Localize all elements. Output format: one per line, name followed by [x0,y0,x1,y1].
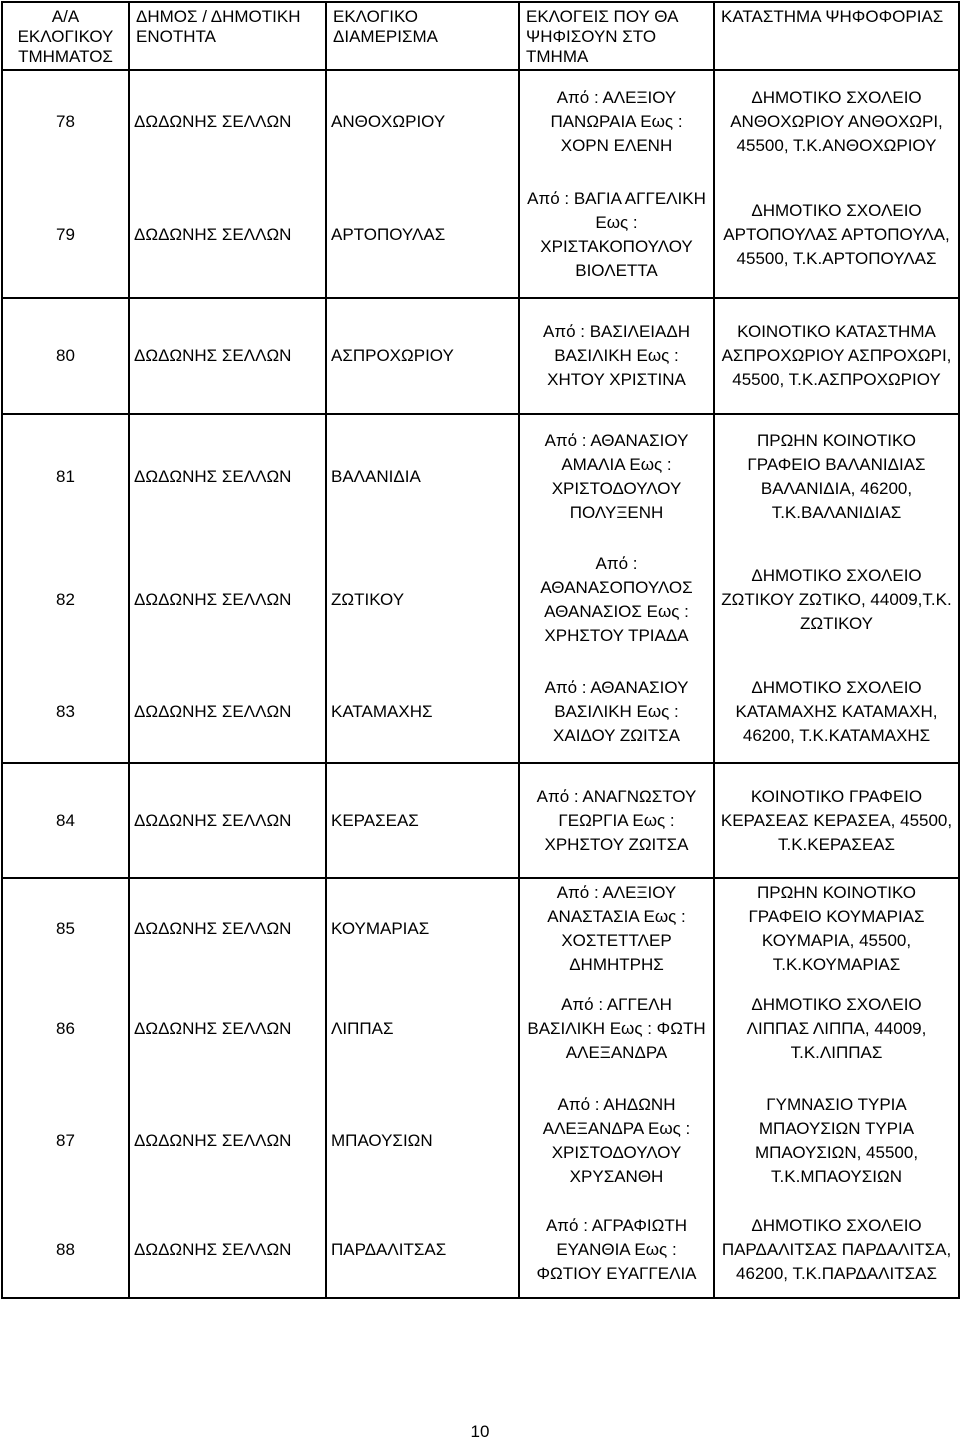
table-row [2,414,959,538]
municipality-cell: ΔΩΔΩΝΗΣ ΣΕΛΛΩΝ [129,414,326,538]
section-number: 82 [2,538,129,661]
table-row [2,173,959,298]
table-row [2,1078,959,1203]
section-number: 84 [2,763,129,878]
polling-station-cell: ΠΡΩΗΝ ΚΟΙΝΟΤΙΚΟ ΓΡΑΦΕΙΟ ΒΑΛΑΝΙΔΙΑΣ ΒΑΛΑΝΙΔΙΑ, 46200, Τ.Κ.ΒΑΛΑΝΙΔΙΑΣ [714,414,959,538]
district-cell: ΚΕΡΑΣΕΑΣ [326,763,519,878]
voters-cell: Από : ΒΑΣΙΛΕΙΑΔΗ ΒΑΣΙΛΙΚΗ Εως : ΧΗΤΟΥ ΧΡΙΣΤΙΝΑ [519,298,714,414]
district-cell: ΑΝΘΟΧΩΡΙΟΥ [326,70,519,173]
table-row [2,979,959,1078]
municipality-cell: ΔΩΔΩΝΗΣ ΣΕΛΛΩΝ [129,70,326,173]
polling-station-cell: ΔΗΜΟΤΙΚΟ ΣΧΟΛΕΙΟ ΚΑΤΑΜΑΧΗΣ ΚΑΤΑΜΑΧΗ, 46200, Τ.Κ.ΚΑΤΑΜΑΧΗΣ [714,661,959,763]
municipality-cell: ΔΩΔΩΝΗΣ ΣΕΛΛΩΝ [129,1203,326,1298]
municipality-cell: ΔΩΔΩΝΗΣ ΣΕΛΛΩΝ [129,1078,326,1203]
section-number: 87 [2,1078,129,1203]
polling-station-cell: ΔΗΜΟΤΙΚΟ ΣΧΟΛΕΙΟ ΑΝΘΟΧΩΡΙΟΥ ΑΝΘΟΧΩΡΙ, 45500, Τ.Κ.ΑΝΘΟΧΩΡΙΟΥ [714,70,959,173]
polling-stations-table [1,1,960,1299]
polling-station-cell: ΔΗΜΟΤΙΚΟ ΣΧΟΛΕΙΟ ΠΑΡΔΑΛΙΤΣΑΣ ΠΑΡΔΑΛΙΤΣΑ, 46200, Τ.Κ.ΠΑΡΔΑΛΙΤΣΑΣ [714,1203,959,1298]
table-row [2,70,959,173]
district-cell: ΚΟΥΜΑΡΙΑΣ [326,878,519,979]
voters-cell: Από : ΒΑΓΙΑ ΑΓΓΕΛΙΚΗ Εως : ΧΡΙΣΤΑΚΟΠΟΥΛΟΥ ΒΙΟΛΕΤΤΑ [519,173,714,298]
polling-station-cell: ΠΡΩΗΝ ΚΟΙΝΟΤΙΚΟ ΓΡΑΦΕΙΟ ΚΟΥΜΑΡΙΑΣ ΚΟΥΜΑΡΙΑ, 45500, Τ.Κ.ΚΟΥΜΑΡΙΑΣ [714,878,959,979]
voters-cell: Από : ΑΘΑΝΑΣΙΟΥ ΑΜΑΛΙΑ Εως : ΧΡΙΣΤΟΔΟΥΛΟΥ ΠΟΛΥΞΕΝΗ [519,414,714,538]
polling-station-cell: ΔΗΜΟΤΙΚΟ ΣΧΟΛΕΙΟ ΑΡΤΟΠΟΥΛΑΣ ΑΡΤΟΠΟΥΛΑ, 45500, Τ.Κ.ΑΡΤΟΠΟΥΛΑΣ [714,173,959,298]
polling-station-cell: ΔΗΜΟΤΙΚΟ ΣΧΟΛΕΙΟ ΛΙΠΠΑΣ ΛΙΠΠΑ, 44009, Τ.Κ.ΛΙΠΠΑΣ [714,979,959,1078]
voters-cell: Από : ΑΘΑΝΑΣΟΠΟΥΛΟΣ ΑΘΑΝΑΣΙΟΣ Εως : ΧΡΗΣΤΟΥ ΤΡΙΑΔΑ [519,538,714,661]
section-number: 79 [2,173,129,298]
voters-cell: Από : ΑΗΔΩΝΗ ΑΛΕΞΑΝΔΡΑ Εως : ΧΡΙΣΤΟΔΟΥΛΟΥ ΧΡΥΣΑΝΘΗ [519,1078,714,1203]
table-row [2,538,959,661]
voters-cell: Από : ΑΘΑΝΑΣΙΟΥ ΒΑΣΙΛΙΚΗ Εως : ΧΑΙΔΟΥ ΖΩΙΤΣΑ [519,661,714,763]
header-section-number: Α/Α ΕΚΛΟΓΙΚΟΥ ΤΜΗΜΑΤΟΣ [2,2,129,70]
table-header-row [2,2,959,70]
header-electoral-district: ΕΚΛΟΓΙΚΟ ΔΙΑΜΕΡΙΣΜΑ [326,2,519,70]
section-number: 88 [2,1203,129,1298]
district-cell: ΑΡΤΟΠΟΥΛΑΣ [326,173,519,298]
district-cell: ΠΑΡΔΑΛΙΤΣΑΣ [326,1203,519,1298]
polling-station-cell: ΚΟΙΝΟΤΙΚΟ ΚΑΤΑΣΤΗΜΑ ΑΣΠΡΟΧΩΡΙΟΥ ΑΣΠΡΟΧΩΡΙ, 45500, Τ.Κ.ΑΣΠΡΟΧΩΡΙΟΥ [714,298,959,414]
municipality-cell: ΔΩΔΩΝΗΣ ΣΕΛΛΩΝ [129,173,326,298]
district-cell: ΛΙΠΠΑΣ [326,979,519,1078]
table-row [2,763,959,878]
voters-cell: Από : ΑΛΕΞΙΟΥ ΑΝΑΣΤΑΣΙΑ Εως : ΧΟΣΤΕΤΤΛΕΡ ΔΗΜΗΤΡΗΣ [519,878,714,979]
section-number: 81 [2,414,129,538]
section-number: 80 [2,298,129,414]
section-number: 83 [2,661,129,763]
district-cell: ΚΑΤΑΜΑΧΗΣ [326,661,519,763]
table-row [2,298,959,414]
municipality-cell: ΔΩΔΩΝΗΣ ΣΕΛΛΩΝ [129,979,326,1078]
section-number: 85 [2,878,129,979]
voters-cell: Από : ΑΛΕΞΙΟΥ ΠΑΝΩΡΑΙΑ Εως : ΧΟΡΝ ΕΛΕΝΗ [519,70,714,173]
municipality-cell: ΔΩΔΩΝΗΣ ΣΕΛΛΩΝ [129,763,326,878]
table-row [2,661,959,763]
header-municipality: ΔΗΜΟΣ / ΔΗΜΟΤΙΚΗ ΕΝΟΤΗΤΑ [129,2,326,70]
district-cell: ΒΑΛΑΝΙΔΙΑ [326,414,519,538]
polling-station-cell: ΔΗΜΟΤΙΚΟ ΣΧΟΛΕΙΟ ΖΩΤΙΚΟΥ ΖΩΤΙΚΟ, 44009,Τ.Κ. ΖΩΤΙΚΟΥ [714,538,959,661]
voters-cell: Από : ΑΓΓΕΛΗ ΒΑΣΙΛΙΚΗ Εως : ΦΩΤΗ ΑΛΕΞΑΝΔΡΑ [519,979,714,1078]
table-row [2,878,959,979]
district-cell: ΜΠΑΟΥΣΙΩΝ [326,1078,519,1203]
header-polling-station: ΚΑΤΑΣΤΗΜΑ ΨΗΦΟΦΟΡΙΑΣ [714,2,959,70]
polling-station-cell: ΚΟΙΝΟΤΙΚΟ ΓΡΑΦΕΙΟ ΚΕΡΑΣΕΑΣ ΚΕΡΑΣΕΑ, 45500, Τ.Κ.ΚΕΡΑΣΕΑΣ [714,763,959,878]
municipality-cell: ΔΩΔΩΝΗΣ ΣΕΛΛΩΝ [129,538,326,661]
voters-cell: Από : ΑΝΑΓΝΩΣΤΟΥ ΓΕΩΡΓΙΑ Εως : ΧΡΗΣΤΟΥ ΖΩΙΤΣΑ [519,763,714,878]
section-number: 86 [2,979,129,1078]
voters-cell: Από : ΑΓΡΑΦΙΩΤΗ ΕΥΑΝΘΙΑ Εως : ΦΩΤΙΟΥ ΕΥΑΓΓΕΛΙΑ [519,1203,714,1298]
municipality-cell: ΔΩΔΩΝΗΣ ΣΕΛΛΩΝ [129,661,326,763]
table-row [2,1203,959,1298]
municipality-cell: ΔΩΔΩΝΗΣ ΣΕΛΛΩΝ [129,298,326,414]
header-voters-range: ΕΚΛΟΓΕΙΣ ΠΟΥ ΘΑ ΨΗΦΙΣΟΥΝ ΣΤΟ ΤΜΗΜΑ [519,2,714,70]
district-cell: ΑΣΠΡΟΧΩΡΙΟΥ [326,298,519,414]
polling-station-cell: ΓΥΜΝΑΣΙΟ ΤΥΡΙΑ ΜΠΑΟΥΣΙΩΝ ΤΥΡΙΑ ΜΠΑΟΥΣΙΩΝ, 45500, Τ.Κ.ΜΠΑΟΥΣΙΩΝ [714,1078,959,1203]
municipality-cell: ΔΩΔΩΝΗΣ ΣΕΛΛΩΝ [129,878,326,979]
section-number: 78 [2,70,129,173]
page-number: 10 [470,1422,490,1441]
district-cell: ΖΩΤΙΚΟΥ [326,538,519,661]
